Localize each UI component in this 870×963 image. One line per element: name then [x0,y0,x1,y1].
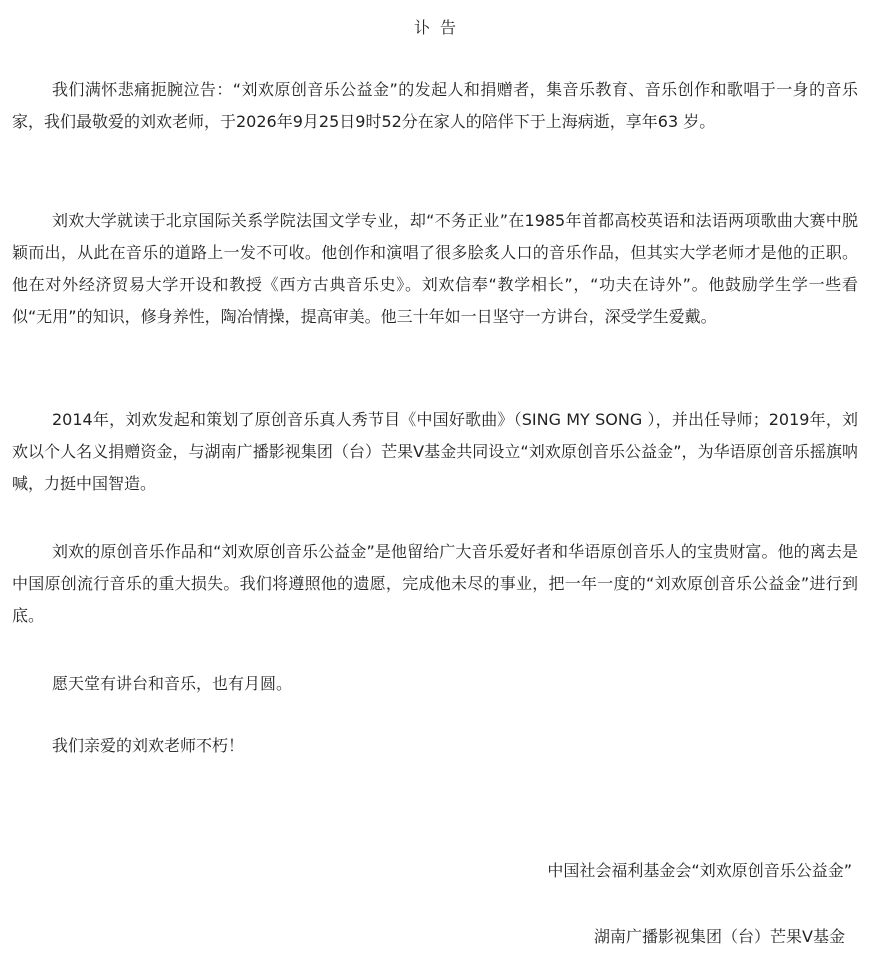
paragraph-biography: 刘欢大学就读于北京国际关系学院法国文学专业，却“不务正业”在1985年首都高校英语和法语两项歌曲大赛中脱颖而出，从此在音乐的道路上一发不可收。他创作和演唱了很多脍炙人口的音乐作品，但其实大学老师才是他的正职。他在对外经济贸易大学开设和教授《西方古典音乐史》。刘欢信奉“教学相长”，“功夫在诗外”。他鼓励学生学一些看似“无用”的知识，修身养性，陶冶情操，提高审美。他三十年如一日坚守一方讲台，深受学生爱戴。 [12,211,858,326]
document-title: 讣告 [413,18,466,37]
paragraph-announcement: 我们满怀悲痛扼腕泣告：“刘欢原创音乐公益金”的发起人和捐赠者，集音乐教育、音乐创作和歌唱于一身的音乐家，我们最敬爱的刘欢老师，于2026年9月25日9时52分在家人的陪伴下于上海病逝，享年63 岁。 [12,80,858,131]
paragraph-tribute: 我们亲爱的刘欢老师不朽！ [52,736,245,755]
paragraph-contributions: 2014年，刘欢发起和策划了原创音乐真人秀节目《中国好歌曲》（SING MY SONG ），并出任导师；2019年，刘欢以个人名义捐赠资金，与湖南广播影视集团（台）芒果V基金共同设立“刘欢原创音乐公益金”，为华语原创音乐摇旗呐喊，力挺中国智造。 [12,410,858,493]
signature-mango-fund: 湖南广播影视集团（台）芒果V基金 [594,927,845,946]
paragraph-legacy: 刘欢的原创音乐作品和“刘欢原创音乐公益金”是他留给广大音乐爱好者和华语原创音乐人的宝贵财富。他的离去是中国原创流行音乐的重大损失。我们将遵照他的遗愿，完成他未尽的事业，把一年一度的“刘欢原创音乐公益金”进行到底。 [12,542,858,625]
paragraph-wish: 愿天堂有讲台和音乐，也有月圆。 [52,674,293,693]
signature-foundation: 中国社会福利基金会“刘欢原创音乐公益金” [547,861,852,880]
